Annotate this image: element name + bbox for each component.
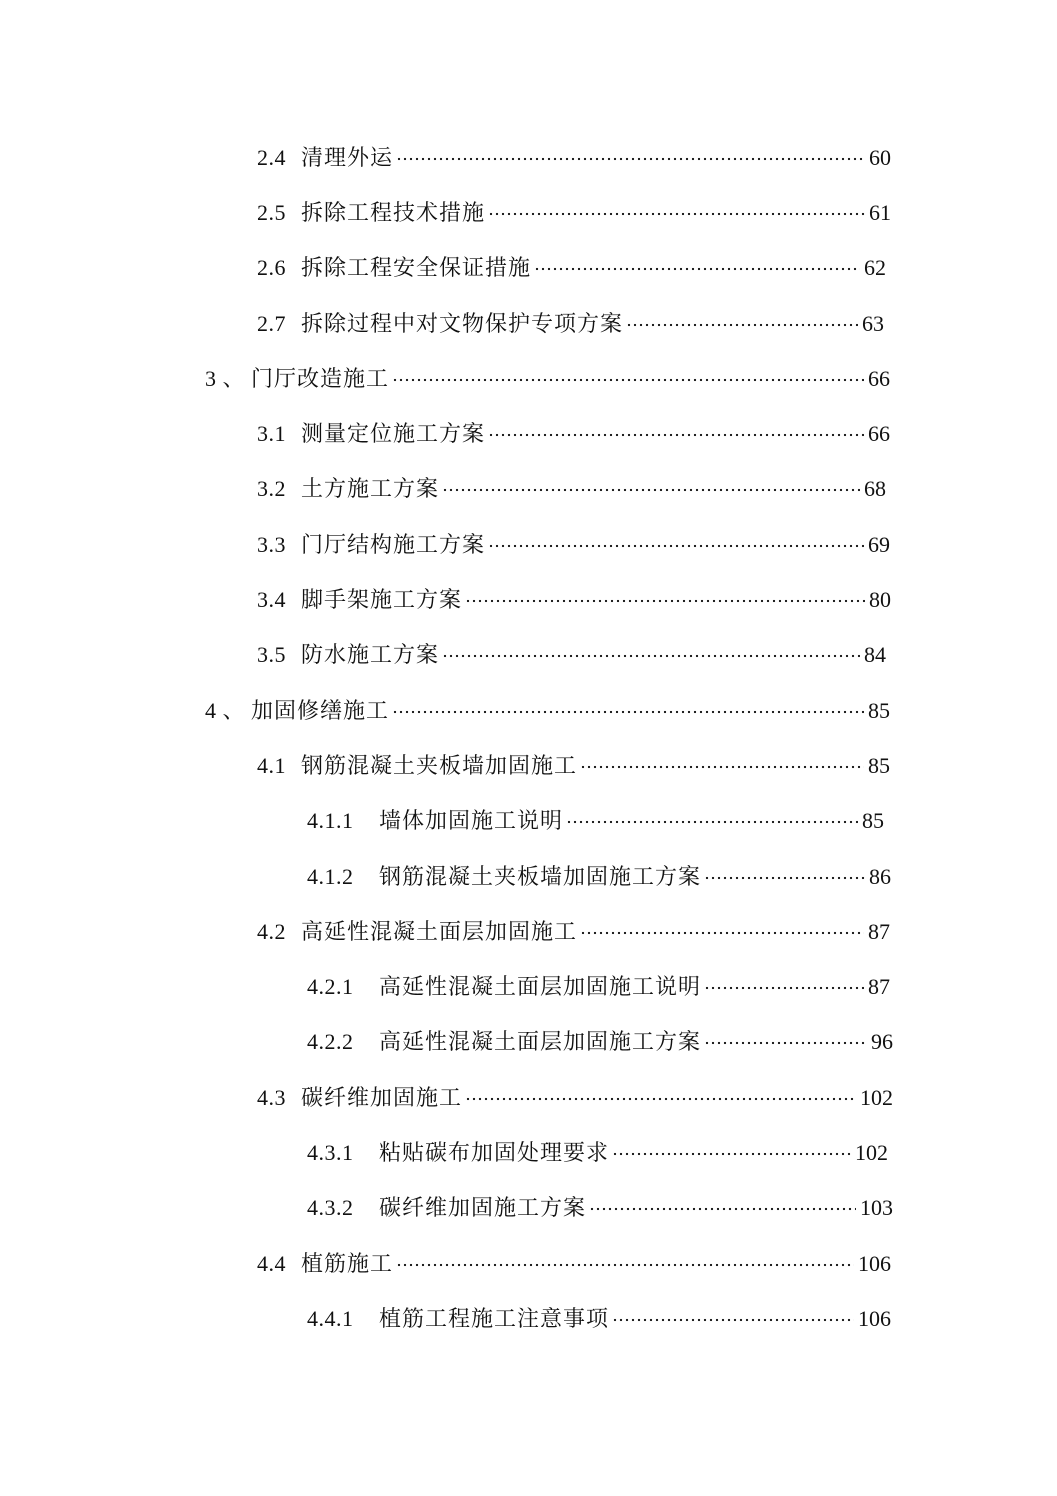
toc-entry-page-number: 106 bbox=[858, 1250, 891, 1276]
toc-entry[interactable] bbox=[0, 904, 890, 959]
toc-entry-number: 4.3.2 bbox=[307, 1195, 354, 1221]
toc-entry-page-number: 87 bbox=[868, 918, 890, 944]
toc-entry-page-number: 66 bbox=[868, 421, 890, 447]
dot-leader bbox=[465, 592, 865, 614]
toc-entry-number: 3 、 bbox=[205, 365, 246, 391]
dot-leader bbox=[580, 924, 864, 946]
dot-leader bbox=[612, 1311, 854, 1333]
toc-entry[interactable] bbox=[0, 351, 890, 406]
toc-entry-title: 拆除工程安全保证措施 bbox=[301, 255, 532, 281]
toc-entry[interactable] bbox=[0, 130, 891, 185]
toc-entry[interactable] bbox=[0, 1125, 888, 1180]
dot-leader bbox=[392, 703, 864, 725]
toc-entry[interactable] bbox=[0, 1181, 893, 1236]
toc-entry-title: 高延性混凝土面层加固施工方案 bbox=[379, 1029, 702, 1055]
dot-leader bbox=[704, 979, 864, 1001]
toc-entry-title: 粘贴碳布加固处理要求 bbox=[379, 1139, 610, 1165]
toc-entry[interactable] bbox=[0, 462, 886, 517]
toc-entry-page-number: 96 bbox=[871, 1029, 893, 1055]
toc-entry-title: 脚手架施工方案 bbox=[301, 587, 463, 613]
toc-entry-number: 4.2.2 bbox=[307, 1029, 354, 1055]
table-of-contents bbox=[0, 130, 1057, 1347]
toc-entry-number: 4.1.2 bbox=[307, 863, 354, 889]
dot-leader bbox=[626, 316, 858, 338]
toc-entry-title: 钢筋混凝土夹板墙加固施工方案 bbox=[379, 863, 702, 889]
toc-entry-page-number: 68 bbox=[864, 476, 886, 502]
dot-leader bbox=[612, 1145, 851, 1167]
toc-entry-number: 4.4 bbox=[257, 1250, 286, 1276]
toc-entry[interactable] bbox=[0, 628, 886, 683]
toc-entry-number: 4 、 bbox=[205, 697, 246, 723]
toc-entry[interactable] bbox=[0, 572, 891, 627]
dot-leader bbox=[534, 260, 860, 282]
toc-entry-number: 4.4.1 bbox=[307, 1305, 354, 1331]
toc-entry-page-number: 106 bbox=[858, 1305, 891, 1331]
dot-leader bbox=[488, 537, 864, 559]
toc-entry-title: 门厅改造施工 bbox=[251, 365, 390, 391]
toc-entry-number: 3.3 bbox=[257, 531, 286, 557]
dot-leader bbox=[396, 150, 865, 172]
toc-entry-number: 2.6 bbox=[257, 255, 286, 281]
toc-entry[interactable] bbox=[0, 1291, 891, 1346]
toc-entry-number: 3.1 bbox=[257, 421, 286, 447]
dot-leader bbox=[488, 205, 865, 227]
dot-leader bbox=[442, 481, 860, 503]
toc-entry[interactable] bbox=[0, 241, 886, 296]
dot-leader bbox=[704, 1034, 867, 1056]
dot-leader bbox=[704, 869, 865, 891]
toc-entry[interactable] bbox=[0, 406, 890, 461]
toc-entry-page-number: 85 bbox=[868, 697, 890, 723]
toc-entry-page-number: 69 bbox=[868, 531, 890, 557]
toc-entry-title: 防水施工方案 bbox=[301, 642, 440, 668]
toc-entry[interactable] bbox=[0, 1015, 893, 1070]
toc-entry-number: 2.5 bbox=[257, 199, 286, 225]
toc-entry-number: 3.2 bbox=[257, 476, 286, 502]
toc-entry-title: 门厅结构施工方案 bbox=[301, 531, 486, 557]
toc-entry-number: 4.1.1 bbox=[307, 808, 354, 834]
dot-leader bbox=[566, 813, 858, 835]
toc-entry[interactable] bbox=[0, 794, 884, 849]
toc-entry-page-number: 61 bbox=[869, 199, 891, 225]
toc-entry[interactable] bbox=[0, 1236, 891, 1291]
toc-entry-title: 高延性混凝土面层加固施工说明 bbox=[379, 974, 702, 1000]
toc-entry-number: 2.7 bbox=[257, 310, 286, 336]
dot-leader bbox=[442, 647, 860, 669]
toc-entry-title: 拆除工程技术措施 bbox=[301, 199, 486, 225]
toc-entry-title: 高延性混凝土面层加固施工 bbox=[301, 918, 578, 944]
toc-entry-title: 拆除过程中对文物保护专项方案 bbox=[301, 310, 624, 336]
toc-entry-title: 加固修缮施工 bbox=[251, 697, 390, 723]
dot-leader bbox=[396, 1256, 854, 1278]
toc-entry-page-number: 66 bbox=[868, 365, 890, 391]
toc-entry[interactable] bbox=[0, 683, 890, 738]
toc-entry-number: 2.4 bbox=[257, 144, 286, 170]
toc-entry[interactable] bbox=[0, 185, 891, 240]
toc-entry-number: 3.4 bbox=[257, 587, 286, 613]
toc-entry-title: 墙体加固施工说明 bbox=[379, 808, 564, 834]
toc-entry-page-number: 103 bbox=[860, 1195, 893, 1221]
toc-entry-number: 4.1 bbox=[257, 752, 286, 778]
toc-entry-title: 碳纤维加固施工方案 bbox=[379, 1195, 587, 1221]
toc-entry[interactable] bbox=[0, 959, 890, 1014]
toc-entry-page-number: 63 bbox=[862, 310, 884, 336]
toc-entry-title: 碳纤维加固施工 bbox=[301, 1084, 463, 1110]
toc-entry-page-number: 102 bbox=[855, 1139, 888, 1165]
toc-entry-title: 清理外运 bbox=[301, 144, 394, 170]
dot-leader bbox=[589, 1200, 856, 1222]
toc-entry-page-number: 102 bbox=[860, 1084, 893, 1110]
toc-entry-page-number: 85 bbox=[862, 808, 884, 834]
toc-entry-title: 土方施工方案 bbox=[301, 476, 440, 502]
toc-entry-title: 植筋工程施工注意事项 bbox=[379, 1305, 610, 1331]
toc-entry-page-number: 80 bbox=[869, 587, 891, 613]
toc-entry[interactable] bbox=[0, 517, 890, 572]
toc-entry-number: 3.5 bbox=[257, 642, 286, 668]
toc-entry[interactable] bbox=[0, 738, 890, 793]
toc-entry[interactable] bbox=[0, 1070, 893, 1125]
dot-leader bbox=[465, 1090, 856, 1112]
toc-entry-title: 测量定位施工方案 bbox=[301, 421, 486, 447]
toc-entry[interactable] bbox=[0, 296, 884, 351]
dot-leader bbox=[580, 758, 864, 780]
toc-entry-page-number: 60 bbox=[869, 144, 891, 170]
toc-entry-page-number: 87 bbox=[868, 974, 890, 1000]
toc-entry-title: 植筋施工 bbox=[301, 1250, 394, 1276]
toc-entry-number: 4.2 bbox=[257, 918, 286, 944]
toc-entry-page-number: 85 bbox=[868, 752, 890, 778]
dot-leader bbox=[488, 426, 864, 448]
toc-entry-number: 4.3 bbox=[257, 1084, 286, 1110]
toc-entry-page-number: 84 bbox=[864, 642, 886, 668]
toc-entry-title: 钢筋混凝土夹板墙加固施工 bbox=[301, 752, 578, 778]
dot-leader bbox=[392, 371, 864, 393]
toc-entry-page-number: 62 bbox=[864, 255, 886, 281]
toc-entry-page-number: 86 bbox=[869, 863, 891, 889]
toc-entry-number: 4.2.1 bbox=[307, 974, 354, 1000]
toc-entry[interactable] bbox=[0, 849, 891, 904]
toc-entry-number: 4.3.1 bbox=[307, 1139, 354, 1165]
